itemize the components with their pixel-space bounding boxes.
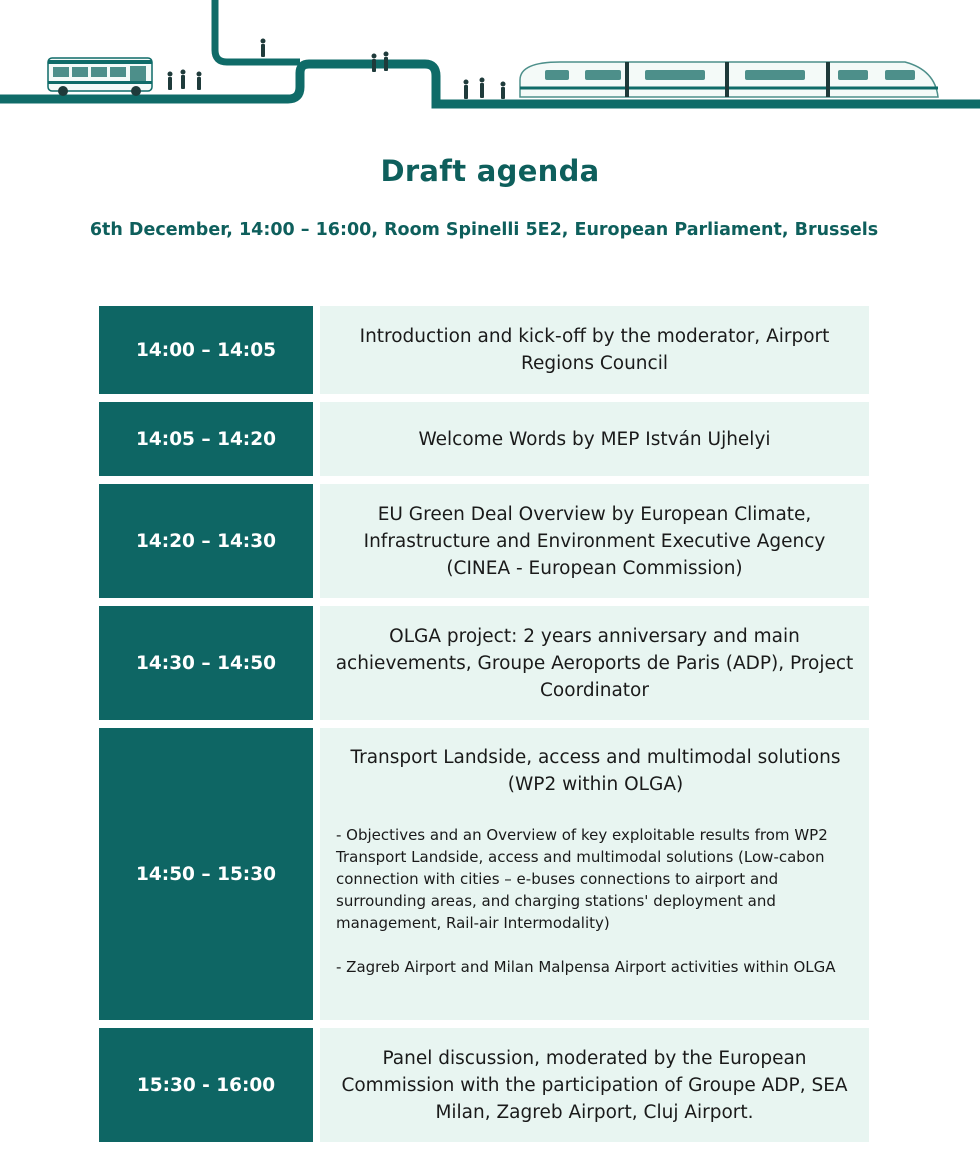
bus-icon bbox=[48, 58, 152, 96]
agenda-time: 14:20 – 14:30 bbox=[99, 484, 313, 598]
agenda-item-text: OLGA project: 2 years anniversary and main achievements, Groupe Aeroports de Paris (ADP), Project Coordinator bbox=[335, 625, 854, 701]
agenda-time: 14:30 – 14:50 bbox=[99, 606, 313, 720]
page-title: Draft agenda bbox=[380, 154, 600, 188]
agenda-row bbox=[99, 484, 869, 598]
agenda-time: 15:30 - 16:00 bbox=[99, 1028, 313, 1142]
agenda-row bbox=[99, 1028, 869, 1142]
agenda-item-detail: - Zagreb Airport and Milan Malpensa Airport activities within OLGA bbox=[336, 958, 836, 976]
agenda-row bbox=[99, 606, 869, 720]
agenda-item bbox=[320, 402, 869, 476]
agenda-time: 14:00 – 14:05 bbox=[99, 306, 313, 394]
train-icon bbox=[520, 62, 938, 97]
agenda-item bbox=[320, 606, 869, 720]
header-illustration bbox=[0, 0, 980, 120]
agenda-item-text: Introduction and kick-off by the moderator, Airport Regions Council bbox=[359, 326, 830, 374]
agenda-item bbox=[320, 306, 869, 394]
agenda-row bbox=[99, 402, 869, 476]
agenda-row bbox=[99, 306, 869, 394]
track-branch bbox=[215, 0, 300, 62]
agenda-item bbox=[320, 1028, 869, 1142]
agenda-item-text: Transport Landside, access and multimodal solutions (WP2 within OLGA) bbox=[350, 747, 841, 795]
agenda-item-text: Welcome Words by MEP István Ujhelyi bbox=[418, 428, 771, 450]
agenda-table bbox=[99, 306, 869, 1150]
agenda-row bbox=[99, 728, 869, 1020]
agenda-item-text: EU Green Deal Overview by European Climate, Infrastructure and Environment Executive Agency (CINEA - European Commission) bbox=[363, 503, 826, 579]
agenda-item bbox=[320, 484, 869, 598]
agenda-item-text: Panel discussion, moderated by the European Commission with the participation of Groupe ADP, SEA Milan, Zagreb Airport, Cluj Airport. bbox=[341, 1047, 848, 1123]
agenda-item-detail: - Objectives and an Overview of key exploitable results from WP2 Transport Landside, access and multimodal solutions (Low-cabon connection with cities – e-buses connections to airport and surrounding areas, and charging stations' deployment and management, Rail-air Intermodality) bbox=[336, 826, 828, 932]
agenda-time: 14:50 – 15:30 bbox=[99, 728, 313, 1020]
event-details: 6th December, 14:00 – 16:00, Room Spinelli 5E2, European Parliament, Brussels bbox=[89, 220, 879, 240]
agenda-time: 14:05 – 14:20 bbox=[99, 402, 313, 476]
agenda-item bbox=[320, 728, 869, 1020]
